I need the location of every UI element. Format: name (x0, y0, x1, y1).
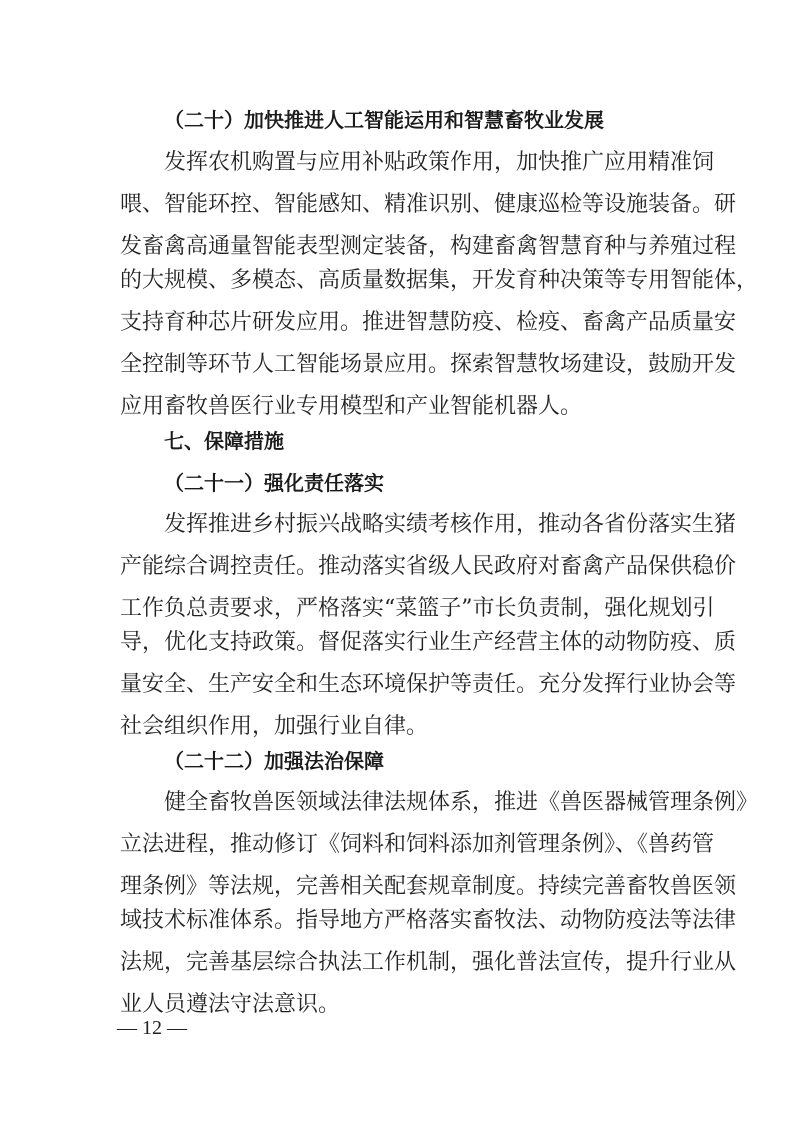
page-number: — 12 — (117, 1017, 187, 1039)
section-heading-22: （二十二）加强法治保障 (164, 749, 384, 773)
body-line: 立法进程，推动修订《饲料和饲料添加剂管理条例》、《兽药管 (120, 832, 715, 857)
chapter-heading-7: 七、保障措施 (164, 429, 284, 453)
body-line: 的大规模、多模态、高质量数据集，开发育种决策等专用智能体， (120, 268, 759, 293)
body-line: 法规，完善基层综合执法工作机制，强化普法宣传，提升行业从 (120, 950, 737, 975)
body-line: 全控制等环节人工智能场景应用。探索智慧牧场建设，鼓励开发 (120, 352, 737, 377)
body-line: 理条例》等法规，完善相关配套规章制度。持续完善畜牧兽医领 (120, 874, 737, 899)
body-line: 社会组织作用，加强行业自律。 (120, 714, 429, 739)
body-line: 导，优化支持政策。督促落实行业生产经营主体的动物防疫、质 (120, 630, 737, 655)
section-heading-20: （二十）加快推进人工智能运用和智慧畜牧业发展 (164, 108, 604, 132)
body-line: 工作负总责要求，严格落实“菜篮子”市长负责制，强化规划引 (120, 596, 715, 621)
body-line: 支持育种芯片研发应用。推进智慧防疫、检疫、畜禽产品质量安 (120, 310, 737, 335)
body-line: 发挥推进乡村振兴战略实绩考核作用，推动各省份落实生猪 (164, 512, 737, 537)
body-line: 发畜禽高通量智能表型测定装备，构建畜禽智慧育种与养殖过程 (120, 234, 737, 259)
body-line: 域技术标准体系。指导地方严格落实畜牧法、动物防疫法等法律 (120, 908, 737, 933)
section-heading-21: （二十一）强化责任落实 (164, 471, 384, 495)
body-line: 业人员遵法守法意识。 (120, 992, 341, 1017)
body-line: 应用畜牧兽医行业专用模型和产业智能机器人。 (120, 394, 583, 419)
body-line: 健全畜牧兽医领域法律法规体系，推进《兽医器械管理条例》 (164, 790, 759, 815)
body-line: 喂、智能环控、智能感知、精准识别、健康巡检等设施装备。研 (120, 192, 737, 217)
body-line: 产能综合调控责任。推动落实省级人民政府对畜禽产品保供稳价 (120, 554, 737, 579)
body-line: 量安全、生产安全和生态环境保护等责任。充分发挥行业协会等 (120, 672, 737, 697)
body-line: 发挥农机购置与应用补贴政策作用，加快推广应用精准饲 (164, 150, 715, 175)
